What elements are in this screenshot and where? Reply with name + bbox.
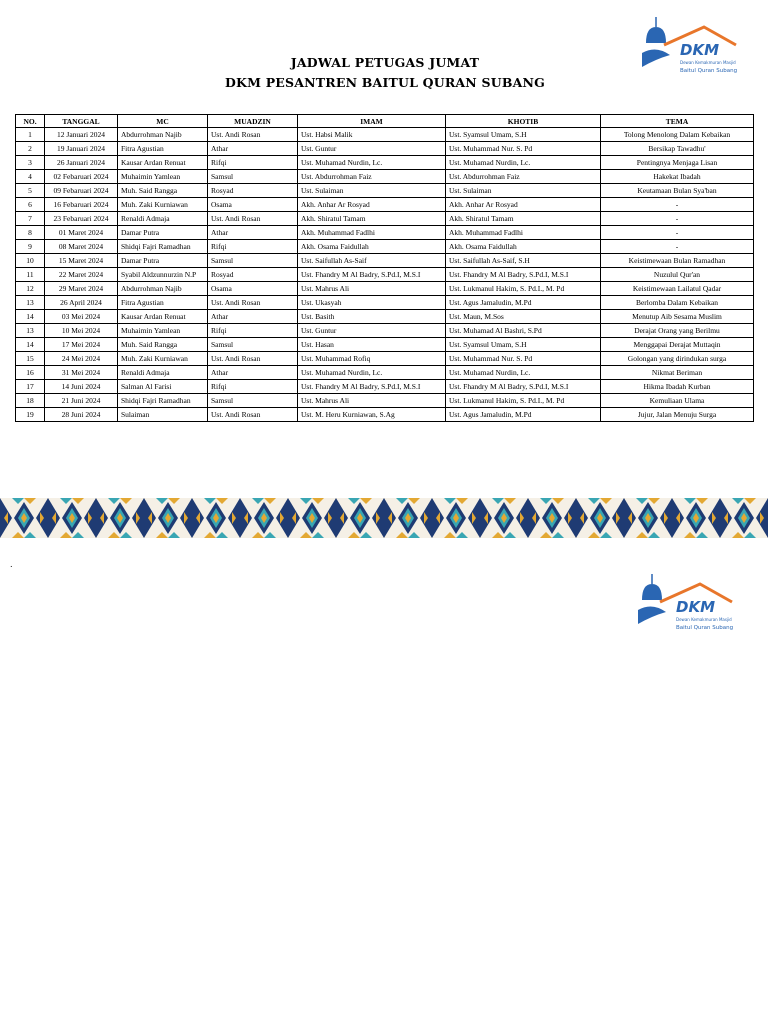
- cell-tema: Hakekat Ibadah: [601, 170, 754, 184]
- table-row: [16, 268, 754, 282]
- cell-muadzin: Rosyad: [208, 184, 298, 198]
- cell-muadzin: Osama: [208, 282, 298, 296]
- cell-imam: Ust. Abdurrohman Faiz: [298, 170, 446, 184]
- cell-imam: Ust. Sulaiman: [298, 184, 446, 198]
- dkm-logo: [636, 15, 741, 80]
- cell-mc: Muh. Said Rangga: [118, 338, 208, 352]
- cell-khotib: Ust. Fhandry M Al Badry, S.Pd.I, M.S.I: [446, 380, 601, 394]
- title-line2: DKM PESANTREN BAITUL QURAN SUBANG: [225, 75, 545, 90]
- logo-line1: Dewan Kemakmuran Masjid: [680, 60, 736, 65]
- stray-mark: .: [10, 560, 13, 569]
- cell-muadzin: Athar: [208, 366, 298, 380]
- cell-mc: Abdurrohman Najib: [118, 282, 208, 296]
- cell-no: 5: [16, 184, 45, 198]
- cell-tema: -: [601, 226, 754, 240]
- cell-tema: Jujur, Jalan Menuju Surga: [601, 408, 754, 422]
- cell-tema: Menutup Aib Sesama Muslim: [601, 310, 754, 324]
- table-header-row: [16, 115, 754, 128]
- cell-mc: Renaldi Admaja: [118, 366, 208, 380]
- cell-tema: Nuzulul Qur'an: [601, 268, 754, 282]
- cell-khotib: Ust. Saifullah As-Saif, S.H: [446, 254, 601, 268]
- table-row: [16, 142, 754, 156]
- cell-imam: Ust. Guntur: [298, 142, 446, 156]
- cell-muadzin: Samsul: [208, 254, 298, 268]
- cell-tanggal: 02 Febaruari 2024: [45, 170, 118, 184]
- cell-khotib: Ust. Muhammad Nur. S. Pd: [446, 352, 601, 366]
- cell-muadzin: Athar: [208, 142, 298, 156]
- header-imam: IMAM: [298, 115, 446, 128]
- cell-tema: -: [601, 198, 754, 212]
- cell-tanggal: 09 Febaruari 2024: [45, 184, 118, 198]
- cell-no: 14: [16, 310, 45, 324]
- cell-khotib: Ust. Abdurrohman Faiz: [446, 170, 601, 184]
- cell-imam: Ust. Saifullah As-Saif: [298, 254, 446, 268]
- table-row: [16, 338, 754, 352]
- cell-muadzin: Rifqi: [208, 380, 298, 394]
- cell-mc: Kausar Ardan Renuat: [118, 310, 208, 324]
- table-row: [16, 380, 754, 394]
- table-row: [16, 198, 754, 212]
- cell-muadzin: Osama: [208, 198, 298, 212]
- cell-mc: Damar Putra: [118, 254, 208, 268]
- cell-mc: Abdurrohman Najib: [118, 128, 208, 142]
- cell-tanggal: 26 April 2024: [45, 296, 118, 310]
- cell-mc: Renaldi Admaja: [118, 212, 208, 226]
- cell-tanggal: 29 Maret 2024: [45, 282, 118, 296]
- cell-imam: Ust. Fhandry M Al Badry, S.Pd.I, M.S.I: [298, 268, 446, 282]
- cell-tema: Hikma Ibadah Kurban: [601, 380, 754, 394]
- table-row: [16, 156, 754, 170]
- cell-no: 13: [16, 296, 45, 310]
- cell-no: 1: [16, 128, 45, 142]
- cell-imam: Ust. Mahrus Ali: [298, 394, 446, 408]
- cell-khotib: Ust. Muhamad Nurdin, Lc.: [446, 366, 601, 380]
- cell-imam: Akh. Osama Faidullah: [298, 240, 446, 254]
- cell-imam: Ust. Mahrus Ali: [298, 282, 446, 296]
- cell-no: 14: [16, 338, 45, 352]
- table-row: [16, 184, 754, 198]
- cell-no: 11: [16, 268, 45, 282]
- cell-mc: Shidqi Fajri Ramadhan: [118, 394, 208, 408]
- cell-imam: Akh. Anhar Ar Rosyad: [298, 198, 446, 212]
- cell-mc: Muh. Zaki Kurniawan: [118, 352, 208, 366]
- cell-tanggal: 10 Mei 2024: [45, 324, 118, 338]
- cell-tema: Keutamaan Bulan Sya'ban: [601, 184, 754, 198]
- cell-no: 6: [16, 198, 45, 212]
- cell-muadzin: Ust. Andi Rosan: [208, 296, 298, 310]
- cell-tema: -: [601, 240, 754, 254]
- cell-khotib: Akh. Muhammad Fadlhi: [446, 226, 601, 240]
- cell-imam: Ust. Guntur: [298, 324, 446, 338]
- cell-khotib: Akh. Osama Faidullah: [446, 240, 601, 254]
- cell-tanggal: 21 Juni 2024: [45, 394, 118, 408]
- cell-mc: Damar Putra: [118, 226, 208, 240]
- cell-imam: Ust. Muhammad Rofiq: [298, 352, 446, 366]
- logo-line2: Baitul Quran Subang: [680, 68, 738, 74]
- cell-tema: Menggapai Derajat Muttaqin: [601, 338, 754, 352]
- cell-khotib: Ust. Lukmanul Hakim, S. Pd.I., M. Pd: [446, 282, 601, 296]
- dkm-logo-footer: [632, 572, 737, 637]
- cell-no: 7: [16, 212, 45, 226]
- cell-khotib: Ust. Agus Jamaludin, M.Pd: [446, 408, 601, 422]
- table-row: [16, 324, 754, 338]
- cell-tanggal: 17 Mei 2024: [45, 338, 118, 352]
- cell-tanggal: 03 Mei 2024: [45, 310, 118, 324]
- cell-no: 15: [16, 352, 45, 366]
- cell-no: 10: [16, 254, 45, 268]
- cell-tanggal: 19 Januari 2024: [45, 142, 118, 156]
- cell-mc: Sulaiman: [118, 408, 208, 422]
- cell-mc: Muh. Said Rangga: [118, 184, 208, 198]
- table-row: [16, 352, 754, 366]
- cell-muadzin: Rifqi: [208, 156, 298, 170]
- cell-imam: Akh. Shiratul Tamam: [298, 212, 446, 226]
- cell-imam: Akh. Muhammad Fadlhi: [298, 226, 446, 240]
- cell-tanggal: 31 Mei 2024: [45, 366, 118, 380]
- cell-no: 16: [16, 366, 45, 380]
- cell-muadzin: Rifqi: [208, 240, 298, 254]
- header-mc: MC: [118, 115, 208, 128]
- cell-imam: Ust. Ukasyah: [298, 296, 446, 310]
- cell-no: 4: [16, 170, 45, 184]
- cell-khotib: Ust. Muhamad Al Bashri, S.Pd: [446, 324, 601, 338]
- table-row: [16, 296, 754, 310]
- cell-tanggal: 24 Mei 2024: [45, 352, 118, 366]
- cell-tema: Keistimewaan Lailatul Qadar: [601, 282, 754, 296]
- cell-muadzin: Athar: [208, 310, 298, 324]
- logo-line1: Dewan Kemakmuran Masjid: [676, 617, 732, 622]
- cell-tanggal: 08 Maret 2024: [45, 240, 118, 254]
- mosque-dome-icon: [646, 17, 666, 43]
- header-muadzin: MUADZIN: [208, 115, 298, 128]
- title-line1: JADWAL PETUGAS JUMAT: [290, 55, 480, 70]
- cell-mc: Muh. Zaki Kurniawan: [118, 198, 208, 212]
- table-row: [16, 282, 754, 296]
- cell-muadzin: Ust. Andi Rosan: [208, 352, 298, 366]
- table-row: [16, 408, 754, 422]
- cell-tanggal: 14 Juni 2024: [45, 380, 118, 394]
- cell-muadzin: Rosyad: [208, 268, 298, 282]
- decorative-pattern-band: [0, 498, 768, 538]
- cell-muadzin: Samsul: [208, 394, 298, 408]
- cell-no: 12: [16, 282, 45, 296]
- cell-tanggal: 28 Juni 2024: [45, 408, 118, 422]
- cell-muadzin: Rifqi: [208, 324, 298, 338]
- logo-mark: DKM: [680, 41, 720, 59]
- cell-no: 19: [16, 408, 45, 422]
- cell-mc: Shidqi Fajri Ramadhan: [118, 240, 208, 254]
- cell-muadzin: Athar: [208, 226, 298, 240]
- table-row: [16, 394, 754, 408]
- cell-khotib: Ust. Lukmanul Hakim, S. Pd.I., M. Pd: [446, 394, 601, 408]
- cell-tanggal: 12 Januari 2024: [45, 128, 118, 142]
- table-row: [16, 254, 754, 268]
- cell-tema: Kemuliaan Ulama: [601, 394, 754, 408]
- schedule-table: [15, 114, 754, 422]
- cell-no: 13: [16, 324, 45, 338]
- cell-tanggal: 16 Febaruari 2024: [45, 198, 118, 212]
- cell-imam: Ust. Muhamad Nurdin, Lc.: [298, 366, 446, 380]
- table-row: [16, 212, 754, 226]
- cell-khotib: Ust. Syamsul Umam, S.H: [446, 338, 601, 352]
- cell-muadzin: Ust. Andi Rosan: [208, 212, 298, 226]
- cell-imam: Ust. M. Heru Kurniawan, S.Ag: [298, 408, 446, 422]
- cell-tema: -: [601, 212, 754, 226]
- cell-no: 3: [16, 156, 45, 170]
- header-tema: TEMA: [601, 115, 754, 128]
- cell-muadzin: Samsul: [208, 338, 298, 352]
- mosque-dome-icon: [642, 574, 662, 600]
- header-khotib: KHOTIB: [446, 115, 601, 128]
- cell-tema: Pentingnya Menjaga Lisan: [601, 156, 754, 170]
- cell-no: 8: [16, 226, 45, 240]
- book-icon: [642, 49, 670, 67]
- cell-khotib: Ust. Muhammad Nur. S. Pd: [446, 142, 601, 156]
- cell-imam: Ust. Habsi Malik: [298, 128, 446, 142]
- book-icon: [638, 606, 666, 624]
- cell-khotib: Akh. Shiratul Tamam: [446, 212, 601, 226]
- cell-imam: Ust. Fhandry M Al Badry, S.Pd.I, M.S.I: [298, 380, 446, 394]
- cell-tanggal: 22 Maret 2024: [45, 268, 118, 282]
- cell-khotib: Ust. Syamsul Umam, S.H: [446, 128, 601, 142]
- table-row: [16, 310, 754, 324]
- logo-line2: Baitul Quran Subang: [676, 625, 734, 631]
- cell-no: 17: [16, 380, 45, 394]
- logo-mark: DKM: [676, 598, 716, 616]
- cell-tema: Tolong Menolong Dalam Kebaikan: [601, 128, 754, 142]
- cell-imam: Ust. Hasan: [298, 338, 446, 352]
- cell-khotib: Ust. Fhandry M Al Badry, S.Pd.I, M.S.I: [446, 268, 601, 282]
- cell-tema: Golongan yang dirindukan surga: [601, 352, 754, 366]
- cell-no: 9: [16, 240, 45, 254]
- cell-tanggal: 15 Maret 2024: [45, 254, 118, 268]
- cell-mc: Salman Al Farisi: [118, 380, 208, 394]
- header-tanggal: TANGGAL: [45, 115, 118, 128]
- cell-no: 18: [16, 394, 45, 408]
- cell-muadzin: Samsul: [208, 170, 298, 184]
- cell-khotib: Akh. Anhar Ar Rosyad: [446, 198, 601, 212]
- cell-mc: Fitra Agustian: [118, 296, 208, 310]
- cell-no: 2: [16, 142, 45, 156]
- table-row: [16, 366, 754, 380]
- cell-tema: Berlomba Dalam Kebaikan: [601, 296, 754, 310]
- cell-khotib: Ust. Muhamad Nurdin, Lc.: [446, 156, 601, 170]
- cell-imam: Ust. Basith: [298, 310, 446, 324]
- cell-imam: Ust. Muhamad Nurdin, Lc.: [298, 156, 446, 170]
- cell-mc: Muhaimin Yamlean: [118, 170, 208, 184]
- header-no: NO.: [16, 115, 45, 128]
- cell-muadzin: Ust. Andi Rosan: [208, 408, 298, 422]
- table-row: [16, 226, 754, 240]
- table-row: [16, 240, 754, 254]
- cell-mc: Syabil Aldzunnurzin N.P: [118, 268, 208, 282]
- cell-mc: Fitra Agustian: [118, 142, 208, 156]
- cell-mc: Muhaimin Yamlean: [118, 324, 208, 338]
- cell-tanggal: 01 Maret 2024: [45, 226, 118, 240]
- cell-khotib: Ust. Sulaiman: [446, 184, 601, 198]
- cell-tanggal: 23 Febaruari 2024: [45, 212, 118, 226]
- cell-muadzin: Ust. Andi Rosan: [208, 128, 298, 142]
- cell-tema: Nikmat Beriman: [601, 366, 754, 380]
- cell-tema: Derajat Orang yang Berilmu: [601, 324, 754, 338]
- cell-tema: Bersikap Tawadhu': [601, 142, 754, 156]
- table-row: [16, 170, 754, 184]
- cell-tanggal: 26 Januari 2024: [45, 156, 118, 170]
- table-row: [16, 128, 754, 142]
- cell-mc: Kausar Ardan Renuat: [118, 156, 208, 170]
- cell-khotib: Ust. Agus Jamaludin, M.Pd: [446, 296, 601, 310]
- cell-tema: Keistimewaan Bulan Ramadhan: [601, 254, 754, 268]
- cell-khotib: Ust. Maun, M.Sos: [446, 310, 601, 324]
